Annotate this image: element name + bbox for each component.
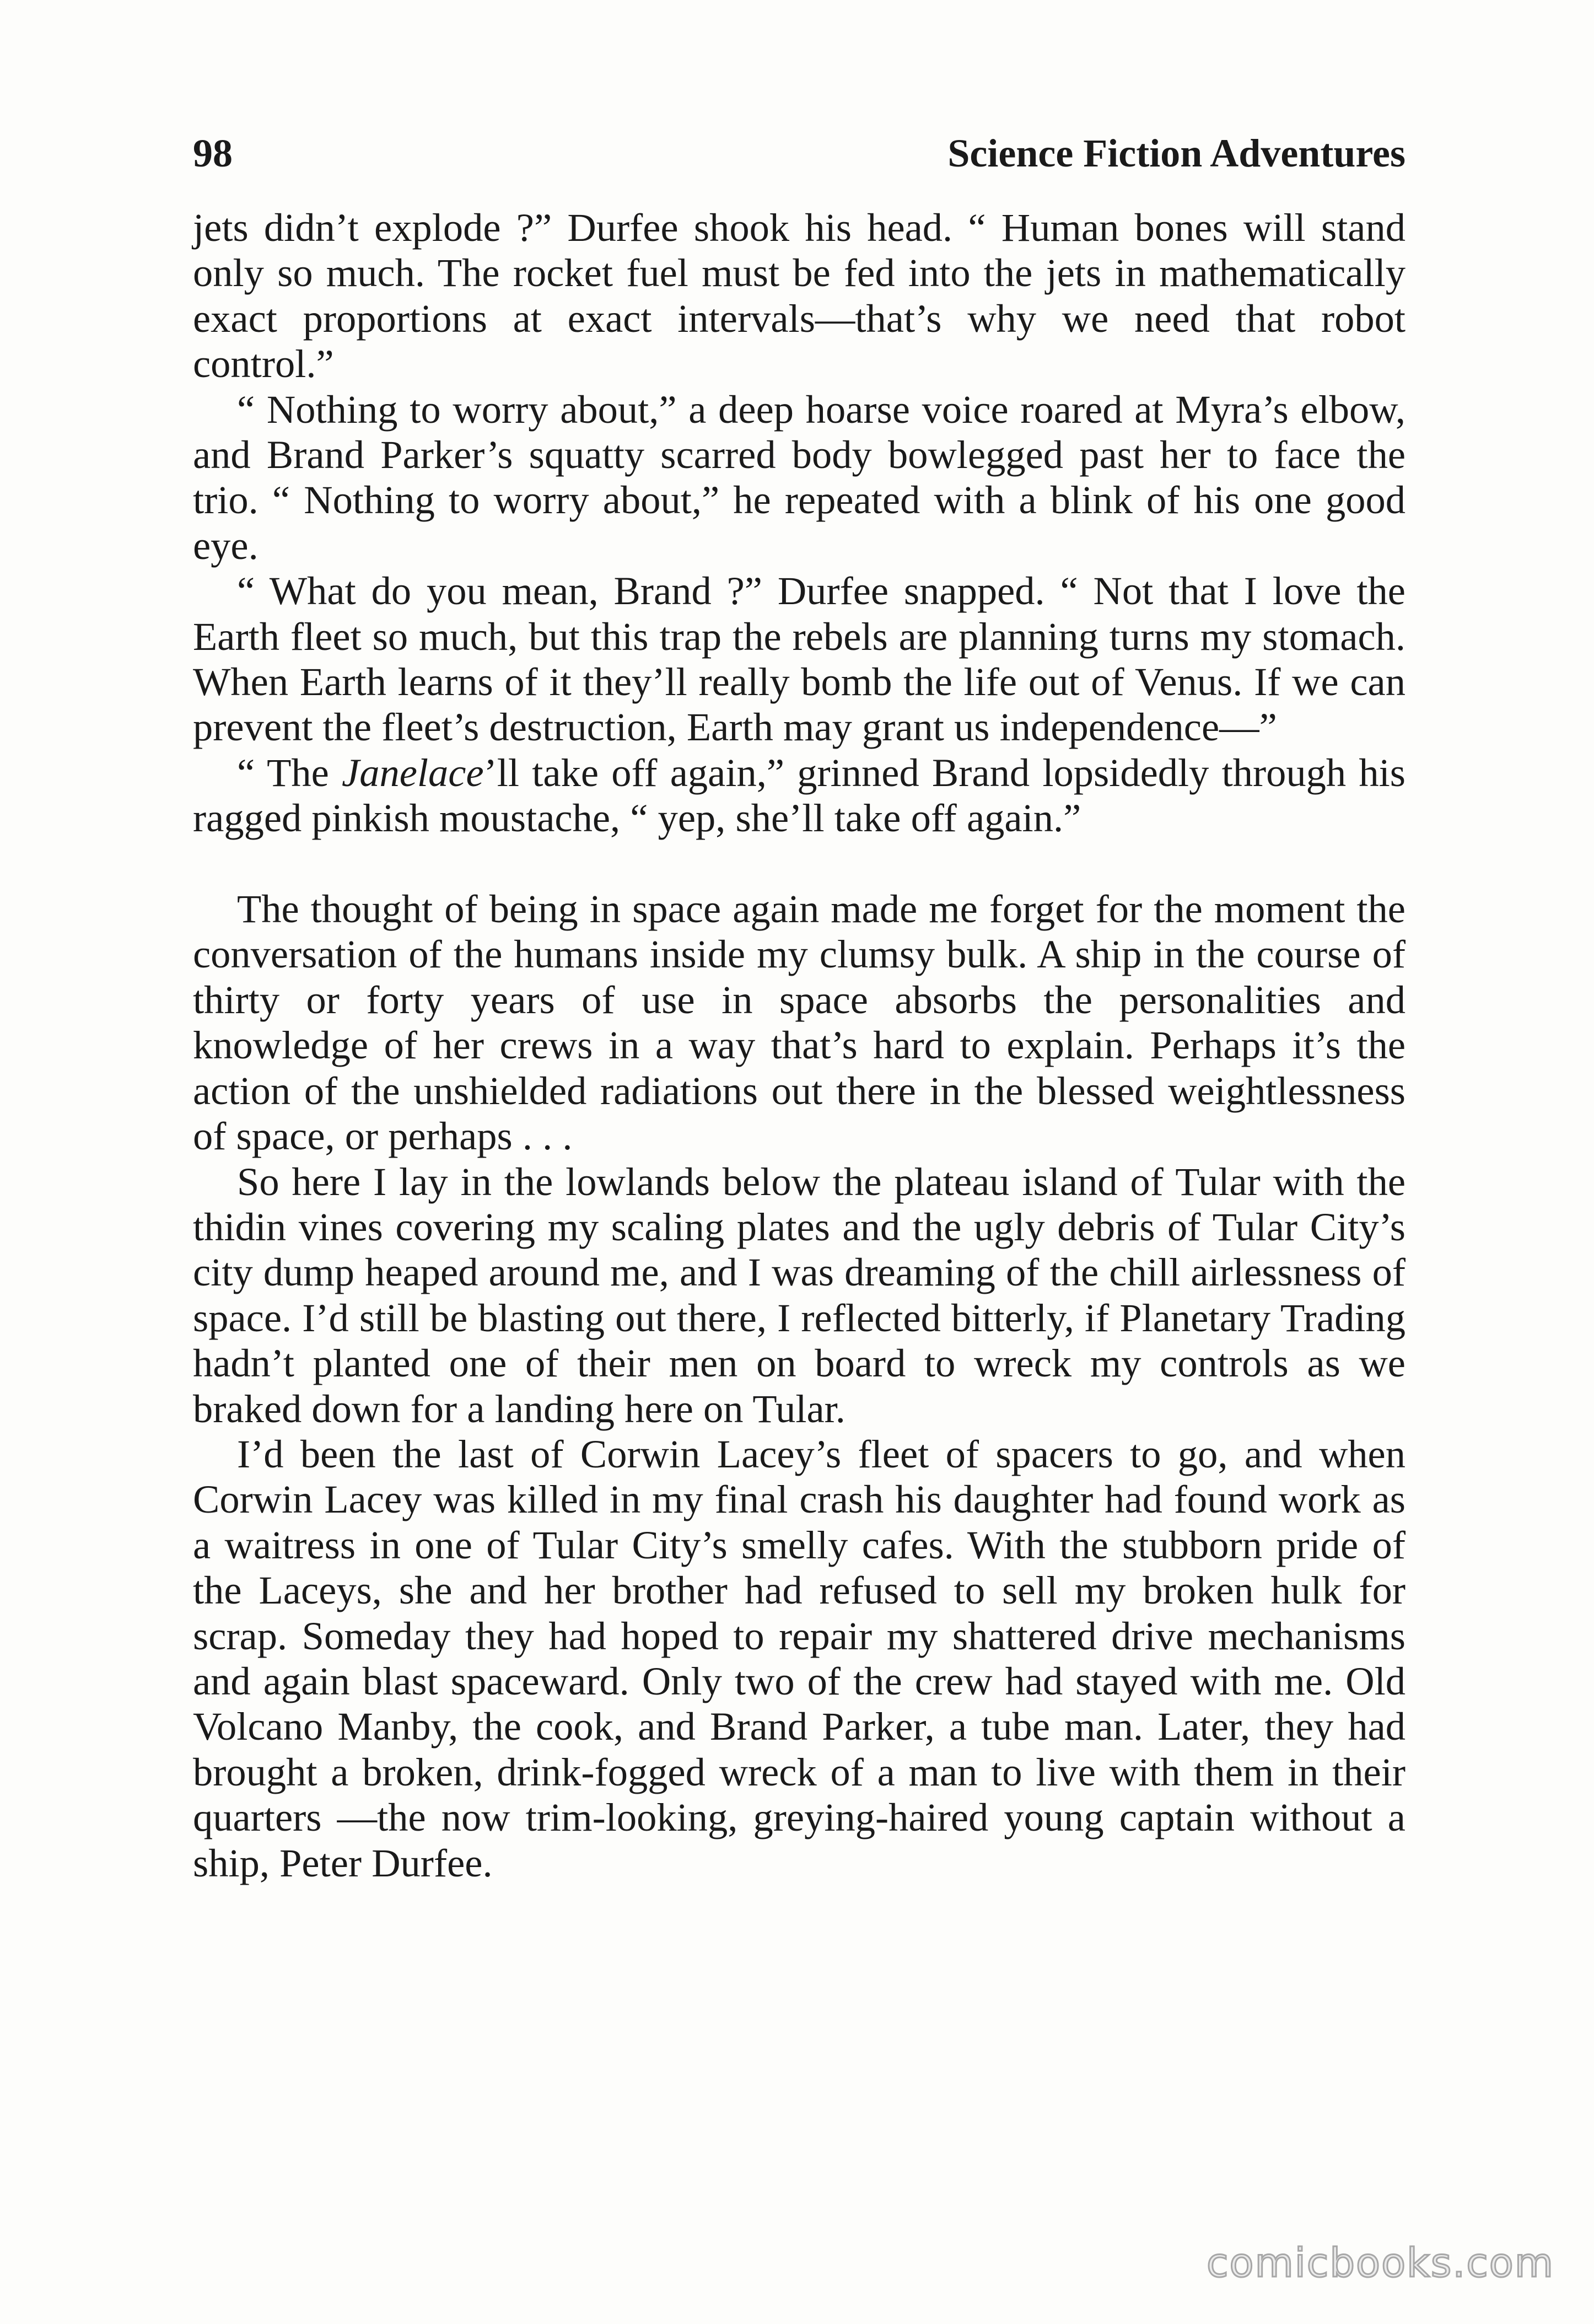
paragraph: “ Nothing to worry about,” a deep hoarse voice roared at Myra’s elbow, and Brand Parker’s squatty scarred body bowlegged past her to face the trio. “ Nothing to worry about,” he repeated with a blink of his one good eye. (193, 386, 1405, 568)
paragraph: So here I lay in the lowlands below the plateau island of Tular with the thidin vines covering my scaling plates and the ugly debris of Tular City’s city dump heaped around me, and I was dreaming of the chill airlessness of space. I’d still be blasting out there, I reflected bitterly, if Planetary Trading hadn’t planted one of their men on board to wreck my controls as we braked down for a landing here on Tular. (193, 1159, 1405, 1431)
paragraph: I’d been the last of Corwin Lacey’s fleet of spacers to go, and when Corwin Lacey was killed in my final crash his daughter had found work as a waitress in one of Tular City’s smelly cafes. With the stubborn pride of the Laceys, she and her brother had refused to sell my broken hulk for scrap. Someday they had hoped to repair my shattered drive mechanisms and again blast spaceward. Only two of the crew had stayed with me. Old Volcano Manby, the cook, and Brand Parker, a tube man. Later, they had brought a broken, drink-fogged wreck of a man to live with them in their quarters —the now trim-looking, greying-haired young captain without a ship, Peter Durfee. (193, 1431, 1405, 1885)
paragraph-text: ’ll take off again,” grinned Brand lopsidedly through his ragged pinkish moustache, “ yep, she’ll take off again.” (193, 750, 1405, 841)
paragraph (193, 750, 1405, 841)
paragraph: jets didn’t explode ?” Durfee shook his head. “ Human bones will stand only so much. The rocket fuel must be fed into the jets in mathematically exact proportions at exact intervals—that’s why we need that robot control.” (193, 205, 1405, 386)
journal-title: Science Fiction Adventures (947, 131, 1405, 175)
paragraph: “ What do you mean, Brand ?” Durfee snapped. “ Not that I love the Earth fleet so much, but this trap the rebels are planning turns my stomach. When Earth learns of it they’ll really bomb the life out of Venus. If we can prevent the fleet’s destruction, Earth may grant us independence—” (193, 568, 1405, 750)
source-watermark: comicbooks.com (1206, 2240, 1554, 2286)
body-text (193, 205, 1405, 1886)
paragraph-text: “ The (237, 750, 342, 795)
paragraph: The thought of being in space again made me forget for the moment the conversation of the humans inside my clumsy bulk. A ship in the course of thirty or forty years of use in space absorbs the personalities and knowledge of her crews in a way that’s hard to explain. Perhaps it’s the action of the unshielded radiations out there in the blessed weightlessness of space, or perhaps . . . (193, 886, 1405, 1159)
ship-name-italic: Janelace (342, 750, 484, 795)
running-head (193, 120, 1405, 186)
section-break (193, 841, 1405, 886)
page-number: 98 (193, 131, 233, 175)
